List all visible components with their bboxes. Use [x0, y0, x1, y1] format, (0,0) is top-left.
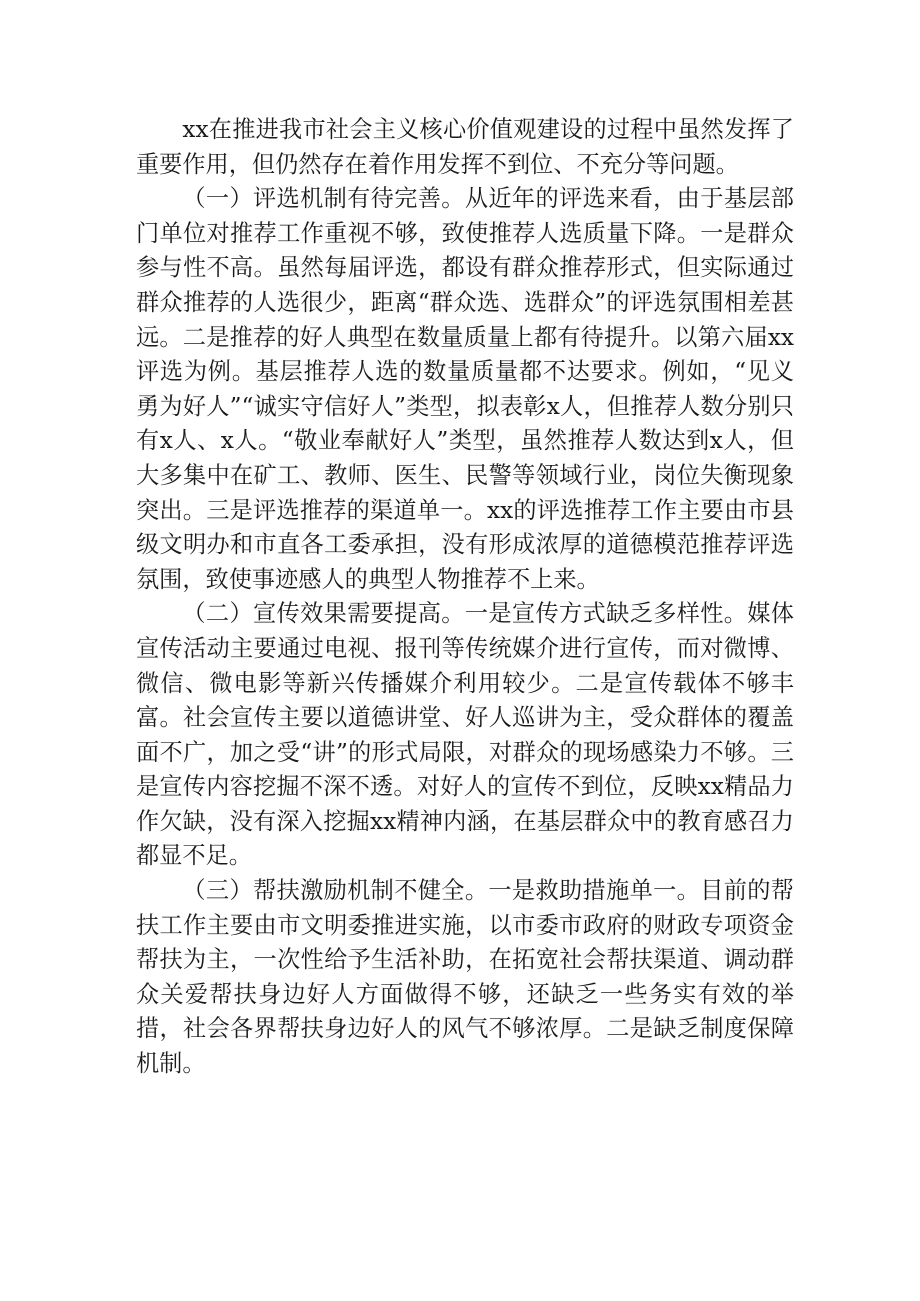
paragraph-assistance-mechanism: （三）帮扶激励机制不健全。一是救助措施单一。目前的帮扶工作主要由市文明委推进实施，以市委市政府的财政专项资金帮扶为主，一次性给予生活补助，在拓宽社会帮扶渠道、调动群众关爱帮扶身边好人方面做得不够，还缺乏一些务实有效的举措，社会各界帮扶身边好人的风气不够浓厚。二是缺乏制度保障机制。	[136, 877, 794, 1078]
paragraph-publicity-effect: （二）宣传效果需要提高。一是宣传方式缺乏多样性。媒体宣传活动主要通过电视、报刊等传统媒介进行宣传，而对微博、微信、微电影等新兴传播媒介利用较少。二是宣传载体不够丰富。社会宣传主要以道德讲堂、好人巡讲为主，受众群体的覆盖面不广，加之受“讲”的形式局限，对群众的现场感染力不够。三是宣传内容挖掘不深不透。对好人的宣传不到位，反映xx精品力作欠缺，没有深入挖掘xx精神内涵，在基层群众中的教育感召力都显不足。	[136, 600, 794, 870]
paragraph-selection-mechanism: （一）评选机制有待完善。从近年的评选来看，由于基层部门单位对推荐工作重视不够，致使推荐人选质量下降。一是群众参与性不高。虽然每届评选，都设有群众推荐形式，但实际通过群众推荐的人选很少，距离“群众选、选群众”的评选氛围相差甚远。二是推荐的好人典型在数量质量上都有待提升。以第六届xx评选为例。基层推荐人选的数量质量都不达要求。例如，“见义勇为好人”“诚实守信好人”类型，拟表彰x人，但推荐人数分别只有x人、x人。“敬业奉献好人”类型，虽然推荐人数达到x人，但大多集中在矿工、教师、医生、民警等领域行业，岗位失衡现象突出。三是评选推荐的渠道单一。xx的评选推荐工作主要由市县级文明办和市直各工委承担，没有形成浓厚的道德模范推荐评选氛围，致使事迹感人的典型人物推荐不上来。	[136, 185, 794, 593]
paragraph-intro: xx在推进我市社会主义核心价值观建设的过程中虽然发挥了重要作用，但仍然存在着作用发挥不到位、不充分等问题。	[136, 116, 794, 178]
document-body	[136, 113, 794, 1082]
